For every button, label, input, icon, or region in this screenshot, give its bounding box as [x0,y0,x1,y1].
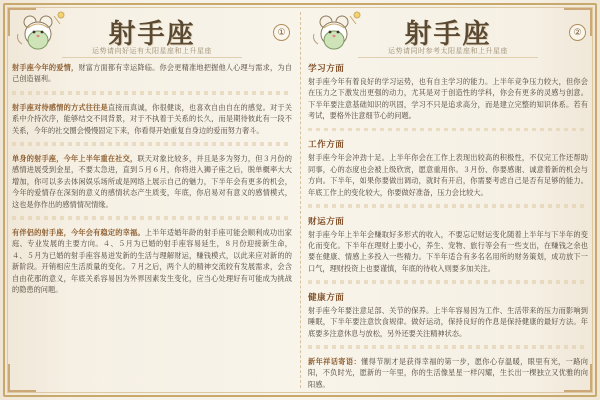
section-separator [308,204,588,208]
panel-right [300,0,600,400]
section-heading: 财运方面 [308,215,345,226]
section-heading-inline: 新年祥话寄语： [308,356,362,366]
section-work [308,138,588,198]
section-new-year-wishes [308,356,588,390]
section-separator [308,128,588,132]
section-lead: 射手座今年的爱情， [12,63,79,72]
section-lead: 射手座对待感情的方式往往是 [12,102,108,112]
section-wealth [308,215,588,275]
panel-left-body [12,62,292,390]
section-paragraph: 射手座今年会冲劲十足。上半年你会在工作上表现出较高的积极性，不仅完工作还帮助同事，心的态度也会被上级欣赏，愿意重用你。３月份、你要感谢、诚意着新的机会与方向。下半年，如果你要做出调动，就时有开启，你需要考虑自己是否有足够的能力。年底工作上的变化较大，你要做好准备，压力会比较大。 [308,153,588,197]
section-paragraph: 射手座今年上半年会赚取好多形式的收入，不要忘记财运变化随着上半年与下半年的变化而变化。下半年在理财上要小心，养生、宠物、旅行等会有一些支出，在赚钱之余也要在健康、情感上多投入一些精力。下半年适合有多名名用所的财务策划，成功放下一口气，理财投资上也要谨慎，年底的待收入则要多加关注。 [308,229,588,273]
section-single [12,153,292,210]
section-body: 财富方面都有幸运降临。你会更精准地把握他人心理与需求，为自己创造福利。 [12,63,292,84]
section-separator [12,91,292,95]
section-heading: 学习方面 [308,63,345,73]
page-subtitle: 运势请向好运有太阳星座和上升星座 [92,48,212,55]
title-rule [358,57,537,58]
title-rule [62,57,241,58]
section-love-intro [12,62,292,85]
section-heading: 健康方面 [308,291,345,302]
section-paragraph: 射手座今年要注意足部、关节的保养。上半年容易因为工作、生活带来的压力而影响到睡眠，下半年要注意饮食规律。做好运动，保持良好的作息是保持健康的最好方法。年底要多注意休息与放松，另外还要关注精神状态。 [308,305,588,338]
section-paragraph: 射手座今年有着良好的学习运势，也有自主学习的能力。上半年竞争压力较大，但你会在压力之下激发出更强的动力，尤其是对于创造性的学科，你会有更多的灵感与创意。下半年要注意基础知识的巩固，学习不只是追求高分，而是建立完整的知识体系。若有考试，要格外注意细节心的问题。 [308,77,588,121]
page-subtitle: 运势请同时参考太阳星座和上升星座 [388,48,508,55]
page-title: 射手座 [404,19,492,50]
section-body: 懂得节制才是获得幸福的第一步，愿你心存温暖，眼里有光，一路向阳，不负时光，愿新的一年里，你的生活像星星一样闪耀，生长出一棵独立又优雅的向阳感。 [308,356,588,389]
section-paragraph [12,153,292,210]
section-heading: 工作方面 [308,139,345,150]
section-separator [308,280,588,284]
section-paragraph [12,102,292,136]
section-body: 直接而真诚，你很健谈，也喜欢自由自在的感觉。对于关系中介持次序，能够结交不同背景，对于不执着于关系的长久，而是期待彼此有一段不关系，今年的社交圈会慢慢固定下来，你看得开始重复自身边的爱而努力奢斗。 [12,102,292,135]
section-health [308,291,588,339]
page-number-badge: ① [273,24,290,41]
section-love-style [12,102,292,136]
panel-right-body [308,62,588,390]
panel-left-header [12,10,292,62]
page-number-badge: ② [569,24,586,41]
section-paragraph [12,62,292,85]
section-paragraph [12,227,292,295]
section-separator [12,142,292,146]
section-study [308,62,588,122]
section-lead: 今年会有稳定的幸福。 [70,228,145,238]
panel-right-header [308,10,588,62]
section-heading-inline: 单身的射手座， [12,154,64,164]
page-title: 射手座 [108,19,196,50]
section-body: 联天对象比较多，并且是多为努力，但３月份的感情进展受到金星，不要太急进，直到５月６月，你将进入狮子座之后，脱单概率大大增加，你可以多去体闲娱乐场所或是网络上展示自己的魅力，下半年会有更多的机会，今年的爱情存在深刻的意义的感情状态产生质变，年底，你启易对有意义的感情模式，这也是你作出的感情情况情缘。 [12,154,292,209]
section-separator [12,216,292,220]
section-body: 上半年适婚年龄的射手座可能会顺利成功出家庭、专业发展的主要方向。４、５月为已婚的射手座容易延生，８月份迎接新生命，４、５月为已婚的射手座容易迸发新的生活与理解财运，赚钱模式，以此来应对新的的新阶段。开销相应生活质量的变化。７月之后，两个人的精神交流较有发展需求，会含自由花那的意义，年底关系容易因为外界因素发生变化，应当心处理好有可能成为挑战的隐患的问题。 [12,228,292,295]
section-lead: 今年上半年重在社交， [63,154,138,164]
section-heading-inline: 有伴侣的射手座， [12,228,71,238]
section-paragraph [308,356,588,390]
section-couple [12,227,292,295]
section-separator [308,345,588,349]
